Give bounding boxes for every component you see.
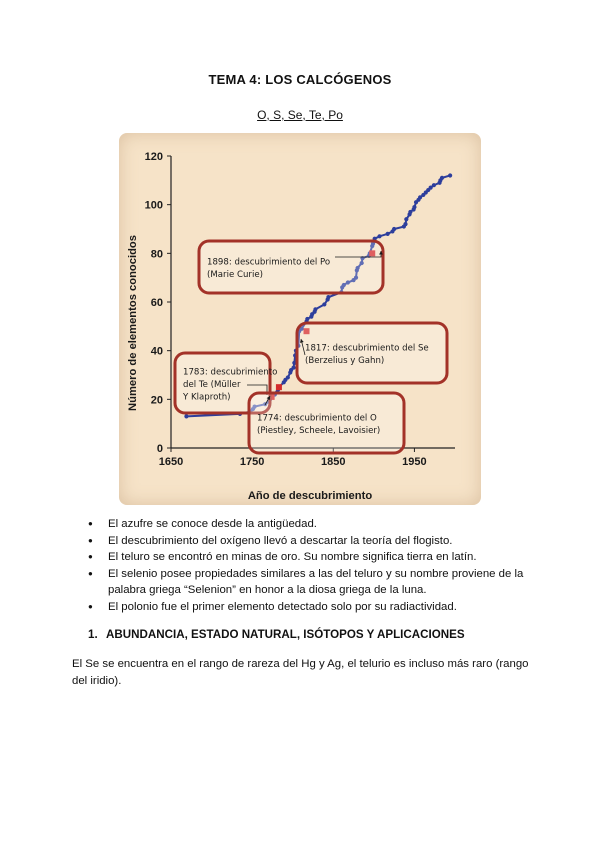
y-tick-label: 100: [144, 199, 163, 212]
data-point: [322, 302, 326, 306]
annotation-text: del Te (Müller: [183, 379, 241, 390]
annotation-text: Y Klaproth): [183, 392, 231, 403]
x-tick-label: 1650: [158, 456, 184, 468]
highlight-marker: [276, 384, 282, 390]
x-axis-title: Año de descubrimiento: [247, 490, 373, 502]
annotation-text: 1774: descubrimiento del O: [257, 413, 377, 424]
y-tick-label: 120: [144, 151, 163, 163]
x-tick-label: 1750: [239, 456, 265, 468]
annotation-text: (Berzelius y Gahn): [305, 356, 385, 366]
data-point: [432, 183, 436, 187]
annotation-text: 1783: descubrimiento: [183, 367, 278, 378]
data-point: [184, 414, 188, 418]
data-point: [392, 227, 396, 231]
data-point: [404, 217, 408, 221]
y-tick-label: 80: [150, 248, 163, 261]
chart-svg: [119, 133, 481, 505]
x-tick-label: 1850: [321, 456, 346, 468]
y-tick-label: 40: [150, 345, 163, 358]
discovery-chart: [119, 133, 481, 505]
data-point: [291, 366, 295, 370]
data-point: [412, 205, 416, 209]
section-title: ABUNDANCIA, ESTADO NATURAL, ISÓTOPOS Y APLICACIONES: [106, 628, 465, 641]
y-tick-label: 60: [150, 297, 163, 309]
data-point: [313, 307, 317, 311]
fact-list: [88, 516, 528, 615]
list-item: ● El polonio fue el primer elemento detectado solo por su radiactividad.: [88, 599, 528, 616]
data-point: [305, 317, 309, 321]
annotation-text: (Marie Curie): [207, 270, 263, 280]
annotation-text: (Piestley, Scheele, Lavoisier): [257, 426, 381, 436]
page-subtitle: O, S, Se, Te, Po: [257, 108, 343, 122]
data-point: [326, 295, 330, 299]
y-tick-label: 0: [156, 443, 163, 455]
data-point: [377, 234, 381, 238]
x-tick-label: 1950: [402, 456, 427, 468]
section-heading: [88, 628, 558, 641]
data-point: [440, 176, 444, 180]
body-paragraph: El Se se encuentra en el rango de rareza del Hg y Ag, el telurio es incluso más raro (rango del iridio).: [72, 658, 529, 687]
y-axis-title: Número de elementos conocidos: [127, 235, 139, 411]
list-item: ● El teluro se encontró en minas de oro. Su nombre significa tierra en latín.: [88, 549, 528, 566]
data-point: [386, 232, 390, 236]
data-point: [286, 375, 290, 379]
page-title: TEMA 4: LOS CALCÓGENOS: [208, 72, 392, 87]
data-point: [448, 173, 452, 177]
list-item: ● El selenio posee propiedades similares a las del teluro y su nombre proviene de la palabra griega “Selenion” en honor a la diosa griega de la luna.: [88, 566, 528, 599]
annotation-text: 1817: descubrimiento del Se: [305, 343, 429, 354]
list-item: ● El azufre se conoce desde la antigüedad.: [88, 516, 528, 533]
annotation-text: 1898: descubrimiento del Po: [207, 257, 331, 268]
section-number: 1.: [88, 628, 98, 641]
list-item: ● El descubrimiento del oxígeno llevó a descartar la teoría del flogisto.: [88, 533, 528, 550]
data-point: [403, 222, 407, 226]
y-tick-label: 20: [150, 394, 163, 407]
